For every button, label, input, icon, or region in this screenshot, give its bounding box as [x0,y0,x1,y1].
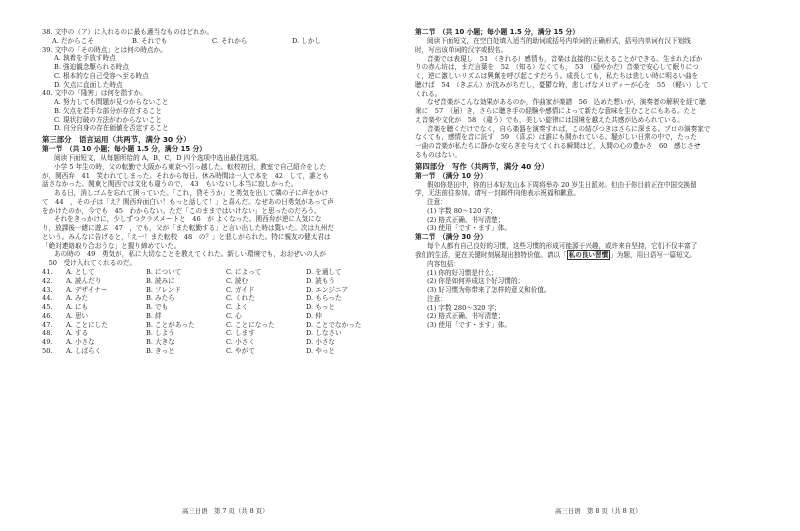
option: B. 欠点を若手な部分が存在すること [54,106,162,115]
section2-instructions-cont: 时，写出该单词的汉字或假名。 [415,45,508,54]
writing1-prompt: 假如你是田中，你的日本好友山本下周将举办 20 岁生日派对。但由于你目前正在中国交换留 [427,180,697,189]
passage-line: なくても，感情を音に託す 59 （喜ぶ）は誰にも開かれている。騒がしい日常の中で，たった [415,133,697,142]
question-38: 38. 文中の（ア）に入れるのに最も適当なものはどれか。 [42,28,213,36]
section2-title: 第二节 （共 10 小题；每小题 1.5 分，满分 15 分） [415,28,580,36]
option-row [42,312,382,321]
page-footer-left: 高三日语 第 7 页（共 8 页） [182,507,269,515]
content-item: (2) 你是如何养成这个好习惯的； [427,277,525,286]
option-row [42,294,382,303]
passage-line: るものはない。 [415,150,462,159]
passage-line: て 44 ，その子は「え？関西弁面白い！もっと話して！」と喜んだ。なぜあの日勇気があって声 [42,197,334,206]
option: B. きっと [146,346,175,355]
passage-line: 小学 5 年生の時，父の転勤で大阪から東京へ引っ越した。転校初日，教室で自己紹介をした [54,162,327,171]
section1-instructions: 阅读下面短文，从每题所给的 A，B，C，D 四个选项中选出最佳选项。 [54,154,263,163]
writing2-content-label: 内容包括： [427,259,460,268]
option-row [42,277,382,286]
prompt-text: 我们的生活，更在关键时刻展现出独特价值。请以「 [415,251,567,260]
cloze-passage [42,163,382,268]
writing2-notes-label: 注意： [427,294,447,303]
option: B. でも [146,303,169,312]
option-number: 44. [42,294,53,303]
option: D. 小さな [306,338,336,347]
option-number: 41. [42,268,53,277]
page-footer-right: 高三日语 第 8 页（共 8 页） [555,507,642,515]
page-7-column [42,28,382,508]
passage-line: え音楽や文化が 58 （違う）でも，美しい旋律には国境を越えた共感が込められている。 [415,115,684,124]
option: C. 心 [226,311,242,320]
option: D. 欠点に直面した時点 [54,80,123,89]
option-number: 45. [42,303,53,312]
option-number: 42. [42,276,53,285]
option: C. くれた [226,294,255,303]
option: A. 読んだり [66,276,102,285]
option-number: 48. [42,329,53,338]
option: C. ことになった [226,320,275,329]
note-item: (1) 字数 280～320 字； [427,303,501,312]
writing2-title: 第二节 （满分 30 分） [415,233,487,242]
writing2-prompt-cont [415,251,761,260]
option-row [42,347,382,356]
option-number: 46. [42,311,53,320]
option: A. だからこそ [52,36,94,45]
content-item: (1) 你的好习惯是什么； [427,268,498,277]
option: C. します [226,329,255,338]
option: B. 大きな [146,338,175,347]
section1-title: 第一节 （共 10 小题；每小题 1.5 分，满分 15 分） [42,145,207,154]
passage-line: 一曲の音楽が私たちに静かな安らぎを与えてくれる瞬間はど，人間の心の豊かさ 60 感じさせ [415,142,701,151]
option: A. 執着を手放す時点 [54,54,116,63]
passage-line: りの赤ん坊は，まだ言葉を 52 （知る）なくても， 53 （穏やかだ）音楽で安心して眠りにつ [415,63,699,72]
option-row [42,329,382,338]
essay-topic: 私の良い習慣 [568,251,609,260]
option: A. にも [66,303,89,312]
passage-line: が，関西弁 41 笑われてしまった。それから毎日，休み時間は一人で本を 42 して，誰とも [42,171,329,180]
option: C. よく [226,303,249,312]
option: D. もっと [306,303,336,312]
passage-line: をかけたのか，今でも 45 わからない。ただ「このままではいけない」と思ったのだろう。 [42,206,321,215]
note-item: (2) 格式正确、书写清楚； [427,312,505,321]
option: A. 努力しても問題が見つからないこと [54,98,169,107]
passage-line: 50 受け入れてくれるのだ。 [42,259,137,268]
option: B. について [146,268,182,277]
option: B. 強迫観念駆られる時点 [54,63,129,72]
option: D. やっと [306,346,336,355]
note-item: (1) 字数 80～120 字； [427,206,497,215]
option: C. 読む [226,276,249,285]
passage-line: それをきっかけに，少しずつクラスメートと 46 が よくなった。関西弁が逆に人気にな [54,215,322,224]
writing2-prompt: 每个人都有自己良好的习惯，这些习惯的形成可能源于兴趣，或许来自坚持，它们不仅丰富了 [427,242,698,251]
passage-line: ある日，消しゴムを忘れて困っていた。「これ，貸そうか」と勇気を出して隣の子に声をかけ [54,189,329,198]
option: C. それから [212,36,248,45]
option-row [42,321,382,330]
column-divider [400,24,401,504]
passage-line: 音楽では表現し 51 （きれる）感情も，音楽は直接的に伝えることができる。生まれたばか [427,54,703,63]
writing1-notes-label: 注意： [427,198,447,207]
option: A. 思い [66,311,89,320]
option: C. 現状打破の方法がわからないこと [54,115,162,124]
option-row [42,303,382,312]
option: D. 自分自身の存在価値を否定すること [54,124,169,133]
option: D. もらった [306,294,342,303]
passage-line: くれる。 [415,89,442,98]
writing1-title: 第一节 （满分 10 分） [415,171,487,180]
option: A. する [66,329,89,338]
option: D. ことでなかった [306,320,362,329]
question-38-options [42,37,382,46]
option-row [42,268,382,277]
option: D. 読もう [306,276,336,285]
option: D. エンジニア [306,285,349,294]
note-item: (3) 使用「です・ます」体。 [427,224,511,233]
option-row [42,286,382,295]
option: A. デザイナー [66,285,108,294]
option: C. 根本的な自己受容へ至る時点 [54,71,149,80]
passage-line: く，逆に激しいリズムは興奮を呼び起こすだろう。成長しても，私たちは悲しい時に明るい曲を [415,72,699,81]
option: A. しばらく [66,346,102,355]
passage-line: 話さなかった。関東と関西では文化も違うので， 43 もいないし本当に寂しかった。 [42,180,298,189]
passage-line: あの時の 49 勇気が，私に大切なことを教えてくれた。新しい環境でも，おおぜいの人が [54,250,326,259]
option: D. しなさい [306,329,342,338]
passage-line: 「絶対連絡取り合おうな」と握り締めていた。 [42,241,181,250]
option: A. 小さな [66,338,95,347]
option: D. を通して [306,268,342,277]
option: C. ガイド [226,285,255,294]
passage-line: という。みんなに告げると，「え一！また転校 48 の？」と悲しがられた。特に親友の健太君は [42,232,331,241]
section2-instructions: 阅读下面短文，在空白处填入适当的助词或括号内单词的正确形式，括号内单词有汉下划线 [427,37,691,46]
option: A. みた [66,294,89,303]
prompt-text: 」为题，用日语写一篇短文。 [610,251,696,260]
option: D. 仲 [306,311,322,320]
passage-line: 衆に 57 （届）き，さらに聴き手の経験や感情によって新たな意味を生むことにもある。たと [415,107,697,116]
note-item: (2) 格式正确、书写清楚； [427,215,505,224]
option: B. みたら [146,294,175,303]
option: A. ことにした [66,320,108,329]
passage-line: なぜ音楽がこんな効果があるのか，作曲家が楽譜 56 込めた想いが，演奏者の解釈を経て聴 [427,98,706,107]
option-number: 47. [42,320,53,329]
question-40: 40. 文中の「隆害」は何を指すか。 [42,89,147,98]
option: B. フレンド [146,285,181,294]
option-row [42,338,382,347]
part4-title: 第四部分 写作（共两节，满分 40 分） [415,161,549,171]
note-item: (3) 使用「です・ます」体。 [427,321,511,330]
option: C. によって [226,268,262,277]
option: A. として [66,268,95,277]
option: B. それでも [132,36,168,45]
option-number: 43. [42,285,53,294]
option: C. やがて [226,346,255,355]
option: D. しかし [292,36,322,45]
question-39: 39. 文中の「その時点」とは何の時点か。 [42,45,167,54]
passage-line: 聴けば 54 （きぶん）が沈みがちだし，憂鬱な時，悲しげなメロディーが心を 55 （軽い）して [415,80,709,89]
option: B. 読みに [146,276,175,285]
option: B. しよう [146,329,175,338]
option: C. 小さく [226,338,255,347]
option-number: 49. [42,338,53,347]
cloze-options [42,268,382,356]
part3-title: 第三部分 语言运用（共两节，满分 30 分） [42,135,191,145]
writing1-prompt-cont: 学，无法前往参加。请写一封邮件向他表示祝福和歉意。 [415,189,580,198]
option-number: 50. [42,346,53,355]
option: B. 絆 [146,311,162,320]
passage-line: 音楽を聴くだけでなく，自ら楽器を演奏すれば，この結びつきはさらに深まる。プロの演奏家で [427,124,711,133]
fill-in-passage [415,55,761,160]
page-8-column [415,28,761,508]
content-item: (3) 好习惯为你带来了怎样的意义和价值。 [427,286,551,295]
passage-line: り，放課後一緒に遊ぶ 47 ，でも，父が「また転勤する」と言い出した時は驚いた。次は九州だ [42,224,334,233]
option: B. ことがあった [146,320,195,329]
